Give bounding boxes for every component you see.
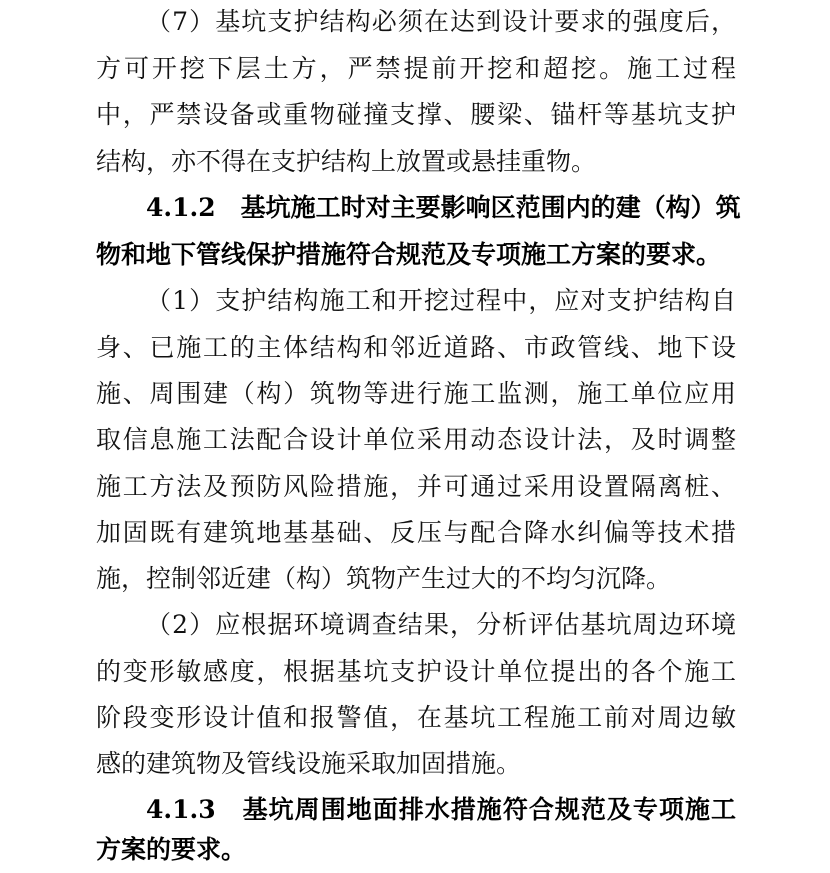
paragraph-item-1-line-4: 取信息施工法配合设计单位采用动态设计法，及时调整	[96, 425, 736, 454]
section-heading-4-1-2-line-2: 物和地下管线保护措施符合规范及专项施工方案的要求。	[96, 240, 722, 269]
paragraph-item-7-line-1: （7）基坑支护结构必须在达到设计要求的强度后，	[146, 7, 736, 36]
section-heading-4-1-3-line-2: 方案的要求。	[96, 835, 247, 864]
paragraph-item-1-line-5: 施工方法及预防风险措施，并可通过采用设置隔离桩、	[96, 472, 736, 501]
paragraph-item-1-line-1: （1）支护结构施工和开挖过程中，应对支护结构自	[146, 286, 736, 315]
paragraph-item-1-line-2: 身、已施工的主体结构和邻近道路、市政管线、地下设	[96, 333, 736, 362]
paragraph-item-7-line-2: 方可开挖下层土方，严禁提前开挖和超挖。施工过程	[96, 54, 736, 83]
paragraph-item-7-line-3: 中，严禁设备或重物碰撞支撑、腰梁、锚杆等基坑支护	[96, 100, 736, 129]
section-heading-4-1-3-line-1: 4.1.3 基坑周围地面排水措施符合规范及专项施工	[146, 795, 736, 824]
paragraph-item-1-line-7: 施，控制邻近建（构）筑物产生过大的不均匀沉降。	[96, 564, 672, 593]
paragraph-item-2-line-3: 阶段变形设计值和报警值，在基坑工程施工前对周边敏	[96, 703, 736, 732]
paragraph-item-7-line-4: 结构，亦不得在支护结构上放置或悬挂重物。	[96, 147, 597, 176]
paragraph-item-2-line-2: 的变形敏感度，根据基坑支护设计单位提出的各个施工	[96, 657, 736, 686]
paragraph-item-1-line-6: 加固既有建筑地基基础、反压与配合降水纠偏等技术措	[96, 518, 736, 547]
paragraph-item-2-line-1: （2）应根据环境调查结果，分析评估基坑周边环境	[146, 610, 736, 639]
paragraph-item-1-line-3: 施、周围建（构）筑物等进行施工监测，施工单位应用	[96, 379, 736, 408]
section-heading-4-1-2-line-1: 4.1.2 基坑施工时对主要影响区范围内的建（构）筑	[146, 193, 741, 222]
paragraph-item-2-line-4: 感的建筑物及管线设施采取加固措施。	[96, 749, 522, 778]
